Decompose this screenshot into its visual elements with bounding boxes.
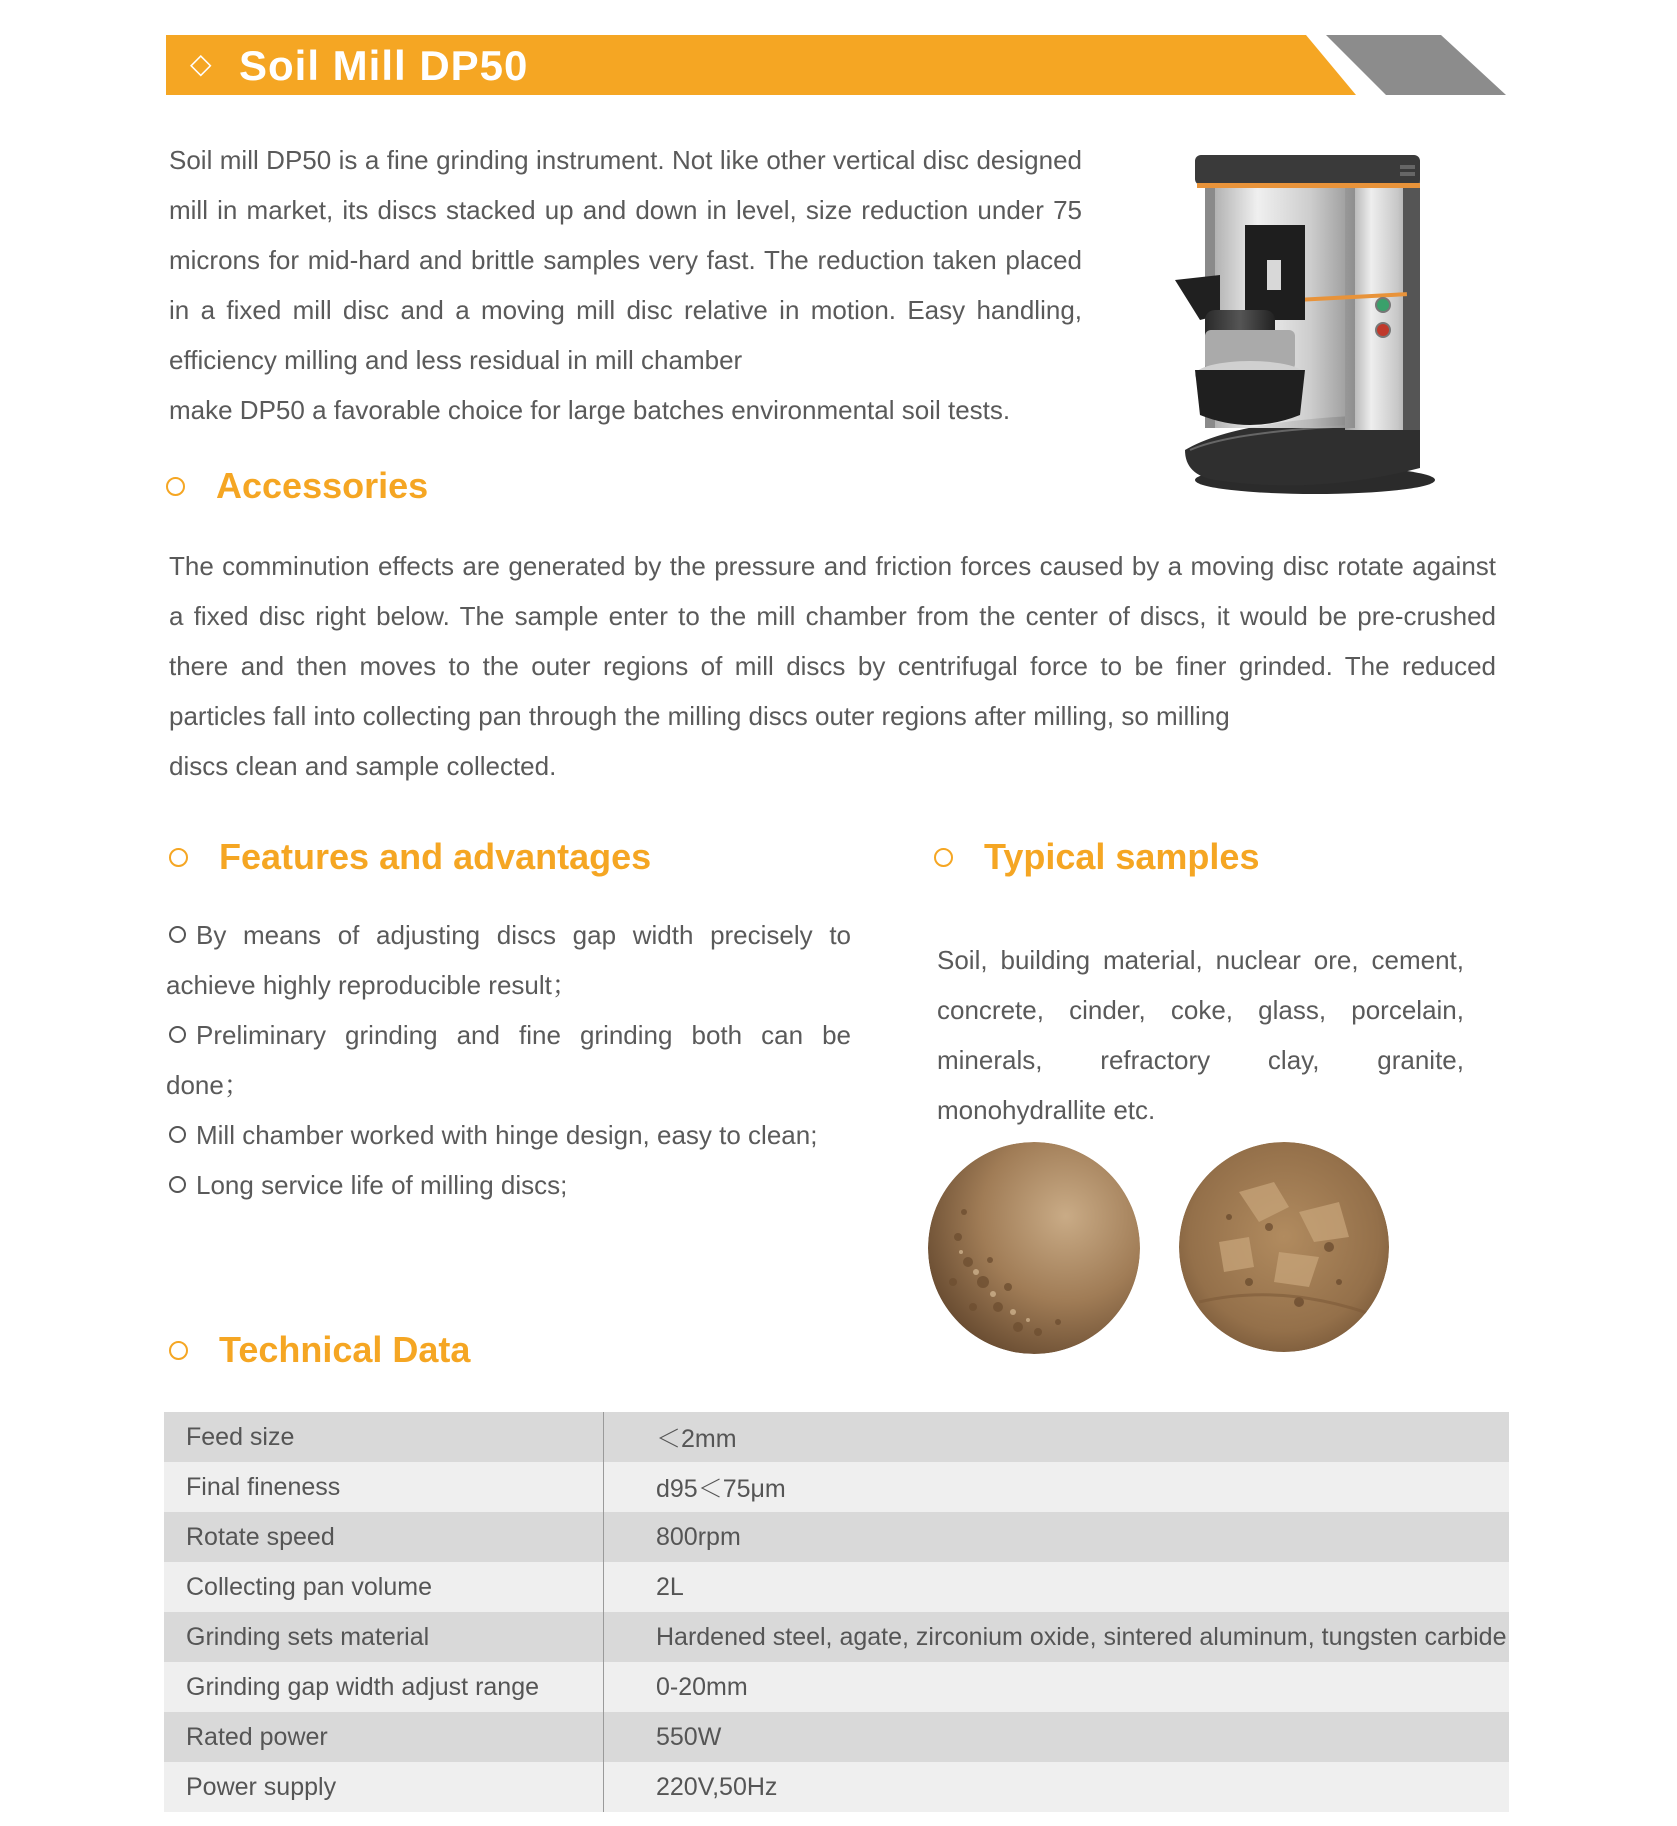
technical-heading <box>169 1330 470 1370</box>
intro-paragraph <box>169 135 1082 435</box>
bullet-circle-icon <box>169 1126 186 1143</box>
page-title: Soil Mill DP50 <box>239 42 529 89</box>
spec-key: Grinding gap width adjust range <box>164 1662 604 1712</box>
feature-item <box>166 910 851 1010</box>
circle-icon <box>169 1341 188 1360</box>
soil-sample-image-2 <box>1179 1142 1389 1352</box>
spec-key: Rotate speed <box>164 1512 604 1562</box>
features-heading <box>169 837 651 877</box>
accessories-paragraph <box>169 541 1496 791</box>
features-list <box>166 910 851 1210</box>
spec-key: Final fineness <box>164 1462 604 1512</box>
feature-text: Mill chamber worked with hinge design, easy to clean; <box>196 1120 818 1150</box>
spec-key: Collecting pan volume <box>164 1562 604 1612</box>
spec-value: 220V,50Hz <box>604 1762 1510 1812</box>
spec-value: 800rpm <box>604 1512 1510 1562</box>
table-row <box>164 1662 1509 1712</box>
bullet-circle-icon <box>169 1026 186 1043</box>
circle-icon <box>166 477 185 496</box>
feature-text: Preliminary grinding and fine grinding both can be done； <box>166 1020 851 1100</box>
title-banner <box>166 35 1506 95</box>
table-row <box>164 1562 1509 1612</box>
technical-title: Technical Data <box>219 1329 471 1370</box>
spec-key: Power supply <box>164 1762 604 1812</box>
table-row <box>164 1612 1509 1662</box>
feature-text: Long service life of milling discs; <box>196 1170 568 1200</box>
technical-data-table <box>164 1412 1509 1812</box>
samples-paragraph: Soil, building material, nuclear ore, cement, concrete, cinder, coke, glass, porcelain, minerals, refractory clay, granite, monohydrallite etc. <box>937 945 1464 1125</box>
feature-item <box>166 1160 851 1210</box>
spec-key: Grinding sets material <box>164 1612 604 1662</box>
features-title: Features and advantages <box>219 836 652 877</box>
table-row <box>164 1712 1509 1762</box>
circle-icon <box>934 848 953 867</box>
intro-last-line: make DP50 a favorable choice for large batches environmental soil tests. <box>169 395 1011 425</box>
spec-value: d95＜75μm <box>604 1462 1510 1512</box>
diamond-icon: ◇ <box>190 48 212 79</box>
table-row <box>164 1762 1509 1812</box>
spec-value: ＜2mm <box>604 1412 1510 1462</box>
samples-heading <box>934 837 1259 877</box>
accessories-heading <box>166 466 428 506</box>
spec-key: Feed size <box>164 1412 604 1462</box>
circle-icon <box>169 848 188 867</box>
feature-item <box>166 1010 851 1110</box>
spec-value: 2L <box>604 1562 1510 1612</box>
table-row <box>164 1462 1509 1512</box>
spec-key: Rated power <box>164 1712 604 1762</box>
feature-text: By means of adjusting discs gap width precisely to achieve highly reproducible result； <box>166 920 851 1000</box>
accessories-title: Accessories <box>216 465 429 506</box>
soil-mill-product-image <box>1175 150 1435 505</box>
intro-text: Soil mill DP50 is a fine grinding instrument. Not like other vertical disc designed mill in market, its discs stacked up and down in level, size reduction under 75 microns for mid-hard and brittle samples very fast. The reduction taken placed in a fixed mill disc and a moving mill disc relative in motion. Easy handling, efficiency milling and less residual in mill chamber <box>169 145 1082 375</box>
spec-value: Hardened steel, agate, zirconium oxide, sintered aluminum, tungsten carbide <box>604 1612 1510 1662</box>
soil-sample-image-1 <box>928 1142 1140 1354</box>
spec-value: 550W <box>604 1712 1510 1762</box>
bullet-circle-icon <box>169 926 186 943</box>
accessories-last-line: discs clean and sample collected. <box>169 751 557 781</box>
spec-value: 0-20mm <box>604 1662 1510 1712</box>
table-row <box>164 1512 1509 1562</box>
table-row <box>164 1412 1509 1462</box>
samples-title: Typical samples <box>984 836 1260 877</box>
feature-item <box>166 1110 851 1160</box>
accessories-text: The comminution effects are generated by the pressure and friction forces caused by a moving disc rotate against a fixed disc right below. The sample enter to the mill chamber from the center of discs, it would be pre-crushed there and then moves to the outer regions of mill discs by centrifugal force to be finer grinded. The reduced particles fall into collecting pan through the milling discs outer regions after milling, so milling <box>169 551 1496 731</box>
bullet-circle-icon <box>169 1176 186 1193</box>
